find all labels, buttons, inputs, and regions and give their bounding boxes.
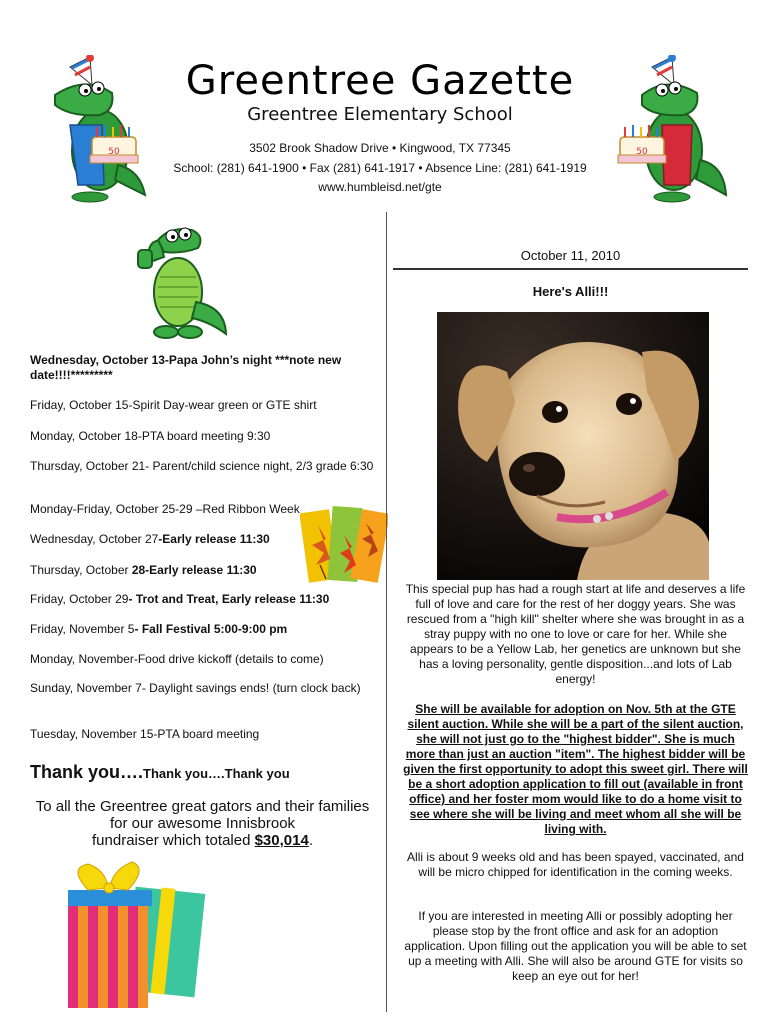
thank-you-message: To all the Greentree great gators and their families for our awesome Innisbrook fundraiser which totaled $30,014. — [35, 798, 370, 849]
column-divider — [386, 212, 387, 1012]
article-paragraph-3: Alli is about 9 weeks old and has been spayed, vaccinated, and will be micro chipped for identification in the coming weeks. — [407, 850, 744, 879]
event-item: Monday, October 18-PTA board meeting 9:30 — [30, 429, 271, 443]
thank-you-heading: Thank you….Thank you….Thank you — [30, 762, 290, 782]
thumbs-up-gator-icon — [130, 222, 230, 347]
school-name: Greentree Elementary School — [247, 104, 513, 125]
fall-leaves-icon — [300, 505, 388, 587]
birthday-gator-right-icon — [612, 55, 732, 205]
puppy-image-icon — [437, 312, 709, 580]
cake-number: 50 — [108, 147, 120, 157]
school-address: 3502 Brook Shadow Drive • Kingwood, TX 77345 — [249, 141, 511, 155]
website-link[interactable]: www.humbleisd.net/gte — [318, 180, 442, 194]
event-item: Monday-Friday, October 25-29 –Red Ribbon Week — [30, 502, 300, 516]
article-paragraph-adoption: She will be available for adoption on Nov. 5th at the GTE silent auction. While she will be a part of the silent auction, she will not just go to the "highest bidder". She is much more than just an auction "item". The highest bidder will be given the first opportunity to adopt this sweet girl. There will be a short adoption application to fill out (available in front office) and her foster mom would like to do a home visit to see where she will be living and meet whom all she will be living with. — [403, 702, 748, 836]
puppy-photo — [437, 312, 709, 580]
cake-number: 50 — [636, 147, 648, 157]
article-paragraph-4: If you are interested in meeting Alli or possibly adopting her please stop by the front office and ask for an adoption application. Upon filling out the application you will be able to set up a meeting with Alli. She will also be around GTE for visits so keep an eye out for her! — [404, 909, 747, 983]
birthday-gator-left-icon — [30, 55, 150, 205]
phone-numbers: School: (281) 641-1900 • Fax (281) 641-1917 • Absence Line: (281) 641-1919 — [173, 161, 587, 175]
event-item: Wednesday, October 27-Early release 11:30 — [30, 532, 270, 546]
event-item: Friday, October 15-Spirit Day-wear green or GTE shirt — [30, 398, 317, 412]
article-paragraph-1: This special pup has had a rough start at life and deserves a life full of love and care for the rest of her doggy years. She was rescued from a "high kill" shelter where she was brought in as a stray puppy with no one to love or care for her. While she appears to be a Yellow Lab, her genetics are unknown but she has a loving personality, gentle disposition...and lots of Lab energy! — [405, 582, 746, 686]
event-item: Friday, November 5- Fall Festival 5:00-9:00 pm — [30, 622, 288, 636]
masthead-title: Greentree Gazette — [185, 58, 575, 104]
fundraiser-total: $30,014 — [254, 832, 309, 849]
event-item: Tuesday, November 15-PTA board meeting — [30, 727, 260, 741]
event-item: Monday, November-Food drive kickoff (details to come) — [30, 652, 324, 666]
issue-date: October 11, 2010 — [520, 248, 621, 263]
event-item: Thursday, October 28-Early release 11:30 — [30, 563, 257, 577]
event-item: Thursday, October 21- Parent/child science night, 2/3 grade 6:30 — [30, 459, 374, 473]
gift-boxes-icon — [58, 860, 208, 1010]
date-rule — [393, 268, 748, 270]
event-item: Wednesday, October 13-Papa John’s night ***note new date!!!!********* — [30, 353, 342, 382]
event-item: Friday, October 29- Trot and Treat, Early release 11:30 — [30, 592, 330, 606]
article-headline: Here's Alli!!! — [532, 284, 609, 299]
event-item: Sunday, November 7- Daylight savings ends! (turn clock back) — [30, 681, 361, 695]
